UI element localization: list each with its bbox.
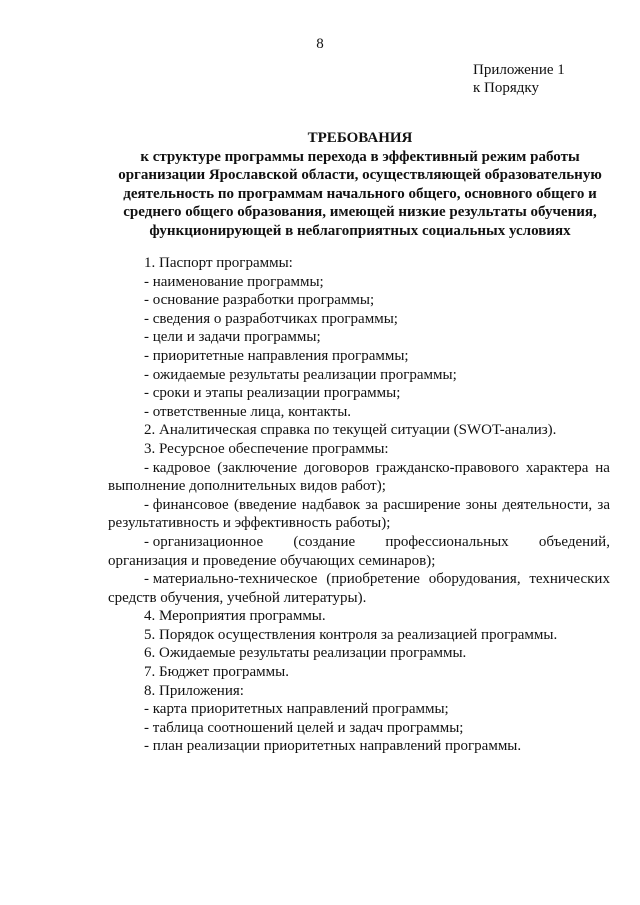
list-item-justified (108, 496, 610, 515)
list-item: - план реализации приоритетных направлений программы. (144, 738, 522, 755)
list-item: - карта приоритетных направлений программы; (144, 701, 449, 718)
word: деятельности, (502, 496, 593, 513)
list-item: 6. Ожидаемые результаты реализации программы. (144, 645, 467, 662)
title-line: деятельность по программам начального общего, основного общего и (123, 185, 597, 202)
title-line: функционирующей в неблагоприятных социальных условиях (149, 222, 571, 239)
title-heading: ТРЕБОВАНИЯ (307, 130, 413, 146)
word: характера (525, 459, 589, 476)
list-item: 1. Паспорт программы: (144, 255, 293, 271)
word: - организационное (144, 533, 264, 550)
list-item: - цели и задачи программы; (144, 329, 321, 346)
list-item: - сведения о разработчиках программы; (144, 310, 398, 327)
word: зоны (465, 496, 498, 513)
word: за (597, 496, 610, 513)
word: расширение (383, 496, 461, 513)
list-item-justified (108, 533, 610, 552)
list-item-justified (108, 570, 610, 589)
title-line: организации Ярославской области, осуществляющей образовательную (118, 167, 602, 184)
word: договоров (304, 459, 370, 476)
requirements-list (108, 254, 610, 756)
word: надбавок (301, 496, 361, 513)
list-item: - основание разработки программы; (144, 292, 375, 309)
list-item: 4. Мероприятия программы. (144, 608, 326, 625)
page-number: 8 (316, 36, 324, 52)
word: (заключение (217, 459, 298, 476)
list-item-continuation: организация и проведение обучающих семинаров); (108, 552, 436, 569)
list-item: - ожидаемые результаты реализации программы; (144, 366, 457, 383)
word: (введение (233, 496, 297, 513)
list-item: - приоритетные направления программы; (144, 347, 409, 364)
word: (приобретение (326, 571, 420, 588)
list-item: 3. Ресурсное обеспечение программы: (144, 440, 389, 457)
list-item-continuation: выполнение дополнительных видов работ); (108, 478, 386, 495)
appendix-reference (473, 61, 565, 97)
title-line: среднего общего образования, имеющей низкие результаты обучения, (123, 204, 597, 221)
word: объедений, (538, 533, 610, 550)
list-item: - сроки и этапы реализации программы; (144, 385, 401, 402)
appendix-line-1: Приложение 1 (473, 62, 565, 78)
document-title (100, 129, 620, 241)
word: - финансовое (144, 496, 229, 513)
word: оборудования, (428, 571, 521, 588)
list-item: 7. Бюджет программы. (144, 664, 289, 681)
word: технических (529, 571, 610, 588)
appendix-line-2: к Порядку (473, 80, 539, 96)
list-item: - ответственные лица, контакты. (144, 403, 352, 420)
word: на (595, 459, 610, 476)
list-item: 8. Приложения: (144, 682, 244, 699)
list-item-continuation: результативность и эффективность работы); (108, 515, 391, 532)
list-item-justified (108, 459, 610, 478)
word: (создание (293, 533, 356, 550)
word: за (365, 496, 378, 513)
list-item: 2. Аналитическая справка по текущей ситуации (SWOT-анализ). (144, 422, 557, 439)
title-line: к структуре программы перехода в эффективный режим работы (140, 148, 580, 165)
list-item-continuation: средств обучения, учебной литературы). (108, 589, 367, 606)
word: - материально-техническое (144, 571, 318, 588)
word: - кадровое (144, 459, 211, 476)
list-item: - таблица соотношений целей и задач программы; (144, 719, 464, 736)
word: гражданско-правового (375, 459, 519, 476)
word: профессиональных (385, 533, 509, 550)
list-item: - наименование программы; (144, 273, 324, 290)
list-item: 5. Порядок осуществления контроля за реализацией программы. (144, 626, 558, 643)
